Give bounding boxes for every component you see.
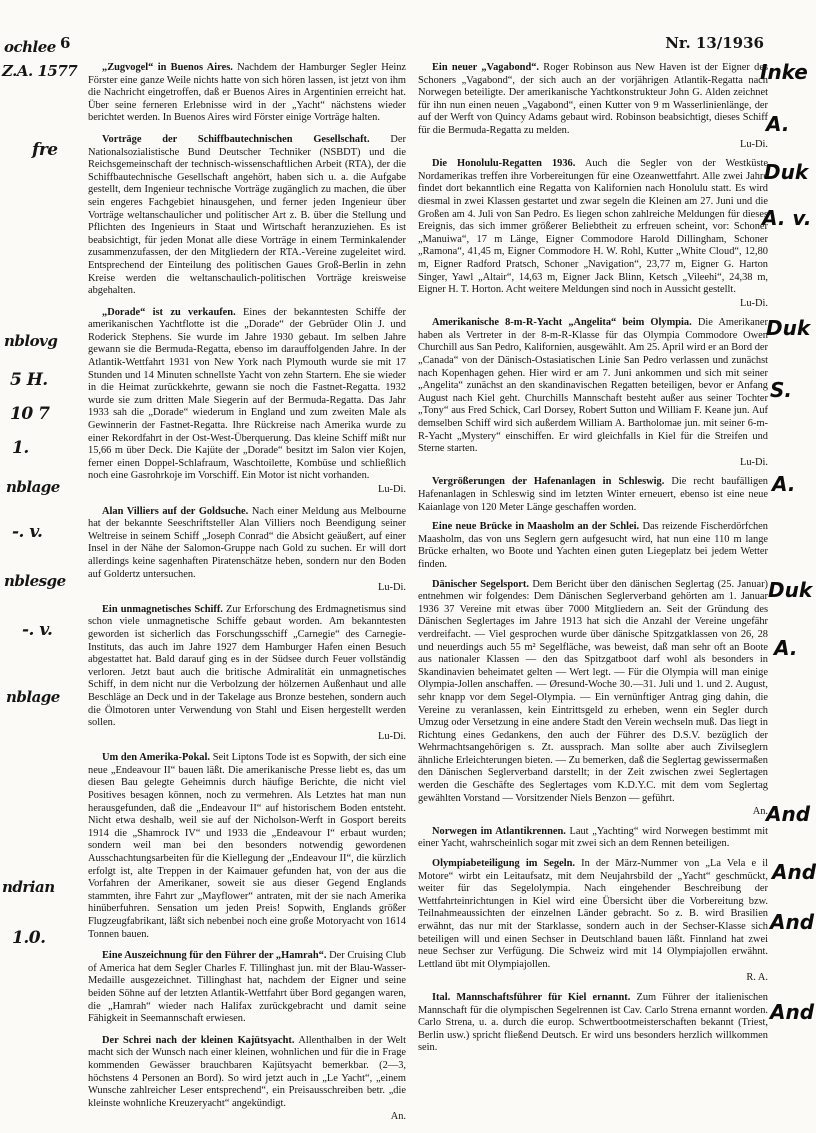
article-body [88, 307, 406, 483]
article-author: An. [390, 1111, 406, 1123]
article-headline: Amerikanische 8-m-R-Yacht „Angelita“ beim Olympia. [432, 317, 692, 329]
article [88, 506, 406, 595]
article-headline: Eine Auszeichnung für den Führer der „Hamrah“. [102, 950, 327, 962]
handwritten-mark: A. [772, 472, 796, 496]
article-author: An. [752, 806, 768, 818]
article [418, 992, 768, 1055]
article-text: In der März-Nummer von „La Vela e il Motore“ wirbt ein Leitaufsatz, mit dem Neujahrsbild der „Yacht“ geschmückt, weiter für das Segelolympia. Nach eingehender Beschreibung der Wettfahrteinrichtungen in Kiel wird eine Übersicht über die Vorbereitung bzw. Teilnahmeaussichten der einzelnen Länder gebracht. So z. B. wird Brasilien erwähnt, das nur mit der Starklasse, sondern auch in der Sechser-Klasse sich beteiligen will und einen Sechser in Deutschland bauen läßt. Finnland hat zwei neue Sechser zur Verfügung. Die Schweiz wird mit 14 Olympiajollen erwähnt. Lettland übt mit Olympiajollen. [418, 858, 768, 970]
article-text: Das reizende Fischerdörfchen Maasholm, das von uns Seglern gern aufgesucht wird, hat nun eine 110 m lange Brücke erhalten, wo Boote und Yachten einen guten Liegeplatz bei jedem Wetter finden. [418, 521, 768, 570]
article-body [88, 950, 406, 1026]
handwritten-mark: Duk [766, 316, 811, 340]
handwritten-mark: Z.A. 1577 [2, 62, 78, 80]
handwritten-mark: nblovg [4, 332, 58, 350]
handwritten-mark: nblage [6, 478, 60, 496]
handwritten-mark: And [772, 860, 816, 884]
article-text: Seit Liptons Tode ist es Sopwith, der sich eine neue „Endeavour II“ bauen läßt. Die amerikanische Presse liebt es, das um diesen Bau gelegte Geheimnis durch häufige Berichte, die nicht viel Positives besagen können, noch zu vermehren. Als Letztes hat man nun herausgefunden, daß die „Endeavour II“ auf historischem Boden entsteht. Nicht etwa deshalb, weil sie auf der Nicholson-Werft in Gosport bereits 1914 die „Shamrock IV“ und 1933 die „Endeavour I“ erbaut wurden; sondern weil man bei den besonders notwendig gewordenen Ausschachtungsarbeiten für die Kiellegung der „Endeavour II“, die kürzlich erfolgt ist, alte Treppen in der Kaimauer gefunden hat, von der aus die Vorfahren der Amerikaner, soweit sie aus dieser Gegend Englands stammten, ihre Fahrt zur „Mayflower“ antraten, mit der sie nach Amerika hinüberfuhren. Sensation um jeden Preis! Sopwith, Englands größer Flugzeugfabrikant, läßt sich nebenbei noch eine große Motoryacht von 1614 Tonnen bauen. [88, 752, 407, 940]
article-body [88, 604, 406, 730]
page-number: 6 [60, 34, 71, 52]
issue-number: Nr. 13/1936 [665, 34, 764, 52]
article [88, 62, 406, 125]
handwritten-mark: And [770, 1000, 815, 1024]
article-text: Zum Führer der italienischen Mannschaft für die olympischen Segelrennen ist Cav. Carlo Strena ernannt worden. Carlo Strena, u. a. durch die europ. Schwertbootmeisterschaften bekannt (Triest, Berlin usw.) spricht fließend Deutsch. Er wird uns besonders herzlich willkommen sein. [418, 991, 768, 1054]
article-text: Laut „Yachting“ wird Norwegen bestimmt mit einer Yacht, wahrscheinlich sogar mit zwei sich an dem Rennen beteiligen. [418, 825, 768, 850]
article [418, 858, 768, 985]
article-body [418, 317, 768, 456]
handwritten-mark: nblage [6, 688, 60, 706]
article-headline: Olympiabeteiligung im Segeln. [432, 858, 575, 870]
article [88, 134, 406, 298]
handwritten-mark: Duk [764, 160, 809, 184]
handwritten-mark: A. [766, 112, 790, 136]
right-column [418, 62, 768, 1062]
handwritten-mark: A. [774, 636, 798, 660]
article-text: Nach einer Meldung aus Melbourne hat der bekannte Seeschriftsteller Alan Villiers noch Beendigung seiner Weltreise in seinem Schiff „Joseph Conrad“ die Absicht geäußert, auf einer Insel in der Nähe der Salomon-Gruppe nach Gold zu suchen. Er will dort allerdings keine sagenhaften Piratenschätze heben, sondern nur den Boden auf Goldertz untersuchen. [88, 505, 406, 580]
article [88, 950, 406, 1026]
handwritten-mark: And [766, 802, 811, 826]
article-headline: Alan Villiers auf der Goldsuche. [102, 505, 249, 517]
handwritten-mark: 1. [12, 438, 29, 458]
handwritten-mark: 10 7 [10, 404, 50, 424]
article-author: Lu-Di. [740, 456, 768, 468]
handwritten-mark: fre [32, 140, 58, 160]
article-headline: Ein neuer „Vagabond“. [432, 62, 540, 73]
handwritten-mark: S. [770, 378, 793, 402]
article-author: R. A. [746, 972, 768, 984]
article [88, 1035, 406, 1124]
article-body [418, 521, 768, 571]
article [418, 579, 768, 819]
article-headline: Die Honolulu-Regatten 1936. [432, 158, 576, 170]
article [88, 604, 406, 744]
article [88, 307, 406, 497]
handwritten-mark: -. v. [22, 620, 53, 640]
article-author: Lu-Di. [378, 582, 406, 594]
article [418, 158, 768, 310]
article-author: Lu-Di. [740, 138, 768, 150]
handwritten-mark: Inke [760, 60, 808, 84]
article-headline: „Zugvogel“ in Buenos Aires. [102, 62, 233, 73]
handwritten-mark: ochlee [4, 38, 56, 56]
article-headline: Dänischer Segelsport. [432, 578, 529, 590]
handwritten-mark: ndrian [2, 878, 55, 896]
article-text: Dem Bericht über den dänischen Seglertag (25. Januar) entnehmen wir folgendes: Dem Dänischen Seglerverband gehörten am 1. Januar 1936 37 Vereine mit etwas über 7000 Mitgliedern an. Seit der Gründung des Dänischen Seglertages im Jahre 1913 hat sich die Anzahl der Vereine ungefähr verdreifacht. — Viel gesprochen wurde über dänische Spitzgatklassen von 26, 28 und neuerdings auch 55 m² Segelfläche, was beweist, daß man sehr oft an Boote aus nationaler Klassen — den das Spitzgatboot darf wohl als besonders in Skandinavien beheimatet gelten — Wert legt. — Für die Olympia will man einige Olympia-Jollen anschaffen. — Øresund-Woche 30.—31. Juli und 1. und 2. August, sehr knapp vor dem Segel-Olympia. — Ein vernünftiger Antrag ging dahin, die Vereine zu veranlassen, kein Eintrittsgeld zu erheben, wenn ein Segler durch Umzug oder Versetzung in eine andere Stadt den Verein wechseln muß. Das liegt in Richtung eines Gedankens, den auch der Führer des D.S.V. bezüglich der Wehrmachtsangehörigen s. Zt. aussprach. Man sollte aber auch Zivilseglern ähnliche Erleichterungen bieten. — Zu bemerken, daß die Seglertag gewissermaßen den Dänischen Seglerverband darstellt; in der Zeit zwischen zwei Seglertagen werden die Geschäfte des Seglertages vom K.D.Y.C. mit dem vom Seglertag gewählten Vorstand — Vorsitzender Niels Benzon — geführt. [418, 578, 768, 804]
article-headline: „Dorade“ ist zu verkaufen. [102, 306, 236, 318]
handwritten-mark: Duk [768, 578, 813, 602]
article-text: Die Amerikaner haben als Vertreter in der 8-m-R-Klasse für das Olympia Commodore Owen Churchill aus San Pedro, Kalifornien, ausgewählt. Am 25. April wird er an Bord der „Canada“ von der Dänisch-Ostasiatischen Linie San Pedro verlassen und zunächst nach Kopenhagen gehen. Hier wird er am 7. Juni ankommen und sich mit seiner „Angelita“ zunächst an den skandinavischen Regatten beteiligen, bevor er Anfang August nach Kiel geht. Churchills Mannschaft besteht außer aus seiner Tochter „Tony“ aus Fred Schick, Carl Dorsey, Robert Sutton und William F. Keane jun. Auf demselben Schiff wird sich außerdem William A. Bartholomae jun. mit seiner 6-m-R-Yacht „Mystery“ einschiffen. Er wird gleichfalls in Kiel für die Streifen und Sterne starten. [418, 317, 768, 455]
article-body [418, 826, 768, 851]
article-body [88, 506, 406, 582]
article [418, 826, 768, 851]
article-body [418, 858, 768, 971]
article-headline: Norwegen im Atlantikrennen. [432, 825, 566, 837]
article [88, 752, 406, 941]
article [418, 521, 768, 571]
article-text: Nachdem der Hamburger Segler Heinz Förster eine ganze Weile nichts hatte von sich hören lassen, ist jetzt von ihm die Nachricht eingetroffen, daß er Buenos Aires in Argentinien erreicht hat. Über seine ferneren Erlebnisse wird in der „Yacht“ nächstens wieder berichtet werden. In Buenos Aires wird Förster einige Vorträge halten. [88, 62, 407, 124]
article [418, 317, 768, 469]
article-body [418, 158, 768, 297]
handwritten-mark: 1.0. [12, 928, 46, 948]
article-body [88, 1035, 406, 1111]
article-headline: Vorträge der Schiffbautechnischen Gesellschaft. [102, 133, 370, 145]
article-body [418, 476, 768, 514]
article-text: Zur Erforschung des Erdmagnetismus sind schon viele unmagnetische Schiffe gebaut worden. Am bekanntesten geworden ist sicherlich das Forschungsschiff „Carnegie“ des Carnegie-Instituts, das auch im Jahre 1927 dem Hamburger Hafen einen Besuch abgestattet hat. Bald darauf ging es in der Südsee durch Feuer vollständig verloren. Jetzt baut auch die britische Admiralität ein unmagnetisches Schiff, in dem nicht nur die Verbolzung der hölzernen Außenhaut und alle Beschläge an Deck und in der Takelage aus Bronze bestehen, sondern auch die Ölmotoren unter Verwendung von Stahl und Eisen hergestellt werden sollen. [88, 603, 406, 729]
article [418, 62, 768, 151]
article-text: Auch die Segler von der Westküste Nordamerikas treffen ihre Vorbereitungen für eine Ozeanwettfahrt. Alle zwei Jahre findet dort bekanntlich eine Regatta von Kalifornien nach Honolulu statt. Es wird diesmal in zwei Klassen gestartet und zwar segeln die Kleinen am 27. Juni und die Großen am 4. Juli von San Pedro. Es liegen schon zahlreiche Meldungen für dieses Ereignis, das sich immer größerer Beliebtheit zu erfreuen scheint, vor: Schoner „Manuiwa“, 17 m Länge, Eigner Commodore Harold Dillingham, Schoner „Ramona“, 41,45 m, Eigner Commodore H. W. Rohl, Kutter „White Cloud“, 12,80 m, Eigner Radford Pratsch, Schoner „Navigation“, 23,77 m, Eigner G. Harton Singer, Yawl „Altair“, 14,63 m, Eigner Jack Blinn, Ketsch „Vileehi“, 24,38 m, Eigner H. T. Horton. Acht weitere Meldungen sind noch in Aussicht gestellt. [418, 158, 768, 296]
article-headline: Eine neue Brücke in Maasholm an der Schlei. [432, 521, 640, 533]
article-author: Lu-Di. [378, 730, 406, 742]
article-body [418, 62, 768, 138]
article-headline: Ital. Mannschaftsführer für Kiel ernannt. [432, 991, 631, 1003]
article-text: Allenthalben in der Welt macht sich der Wunsch nach einer kleinen, wohnlichen und für die in Frage kommenden Gewässer brauchbaren Kajütsyacht bemerkbar. (2—3, höchstens 4 Personen an Bord). So wird jetzt auch in „Le Yacht“, „einem Wunsche zahlreicher Leser entsprechend“, ein Preisausschreiben betr. „die kleinste wohnliche Kreuzeryacht“ angekündigt. [88, 1034, 407, 1109]
handwritten-mark: nblesge [4, 572, 66, 590]
article-body [88, 62, 406, 125]
article-body [418, 992, 768, 1055]
handwritten-mark: -. v. [12, 522, 43, 542]
article [418, 476, 768, 514]
article-headline: Ein unmagnetisches Schiff. [102, 603, 223, 615]
article-author: Lu-Di. [740, 297, 768, 309]
article-text: Der Nationalsozialistische Bund Deutscher Techniker (NSBDT) und die Reichsgemeinschaft der technisch-wissenschaftlichen Arbeit (RTA), der die Schiffbautechnische Gesellschaft angehört, haben sich u. a. die Aufgabe gestellt, dem Ingenieur technische Vorträge zugänglich zu machen, die über sein engeres Fachgebiet hinausgehen, und ferner jeden Ingenieur über Vorträge weltanschaulicher und politischer Art z. B. über die Stellung und Pflichten des Ingenieurs in Staat und Wirtschaft heranzuziehen. Es ist beabsichtigt, für jeden Monat alle diese Vorträge in einem Terminkalender zusammenzufassen, der den Mitgliedern der RTA.-Vereine zugeleitet wird. Entsprechend der Einteilung des politischen Gaues Groß-Berlin in zehn Kreise werden die weltanschaulich-politischen Vorträge kreisweise abgehalten. [88, 133, 406, 297]
article-headline: Vergrößerungen der Hafenanlagen in Schleswig. [432, 476, 665, 488]
article-text: Der Cruising Club of America hat dem Segler Charles F. Tillinghast jun. mit der Blau-Wasser-Medaille ausgezeichnet. Tillinghast hat, nachdem der Eigner und seine beiden Söhne auf der letzten Atlantik-Wettfahrt über Bord gegangen waren, die „Hamrah“ wieder nach Halifax zurückgebracht und damit seine Fähigkeit in Seemannschaft erwiesen. [88, 950, 406, 1025]
article-body [418, 579, 768, 806]
handwritten-mark: A. v. [762, 206, 812, 230]
article-body [88, 134, 406, 298]
article-headline: Der Schrei nach der kleinen Kajütsyacht. [102, 1034, 295, 1046]
article-text: Die recht baufälligen Hafenanlagen in Schleswig sind im letzten Winter erneuert, ebenso ist eine neue Kaianlage von 120 Meter Länge geschaffen worden. [418, 476, 768, 513]
article-author: Lu-Di. [378, 484, 406, 495]
handwritten-mark: 5 H. [10, 370, 48, 390]
article-text: Roger Robinson aus New Haven ist der Eigner des Schoners „Vagabond“, der sich auch an der vorjährigen Atlantik-Regatta nach Norwegen beteiligte. Der amerikanische Yachtkonstrukteur John G. Alden zeichnet für ihn nun einen neuen „Vagabond“, einen Kutter von 9 m Wasserlinienlänge, der auf der Werft von Quincy Adams gebaut wird. Robinson beabsichtigt, dieses Schiff für die Bermuda-Regatta zu melden. [418, 62, 768, 136]
left-column [88, 62, 406, 1133]
article-text: Eines der bekanntesten Schiffe der amerikanischen Yachtflotte ist die „Dorade“ der Gebrüder Olin J. und Roderick Stephens. Sie wurde im Jahre 1930 gebaut. Im selben Jahre gewann sie die Bermuda-Regatta, ebenso im darauffolgenden Jahre. In der Atlantik-Wettfahrt 1931 von New York nach Plymouth wurde sie mit 17 Stunden und 14 Minuten schnellste Yacht von zehn Startern. Ehe sie wieder in die Heimat zurückkehrte, gewann sie noch die Fastnet-Regatta. 1932 wurde sie zum dritten Male Siegerin auf der Bermuda-Regatta. Das Jahr 1933 sah die „Dorade“ wiederum in England und zum zweiten Male als Gewinnerin der Fastnet-Regatta. Ihre Rückreise nach Amerika wurde zu einer Rekordfahrt in der Ost-West-Überquerung. Das kleine Schiff mißt nur 15,66 m über Deck. Die Kajüte der „Dorade“ besitzt im Salon vier Kojen, ferner einen Doppel-Schlafraum, Waschtoilette, Kombüse und schließlich noch eine Gasrohrkoje im Vorschiff. Ein Motor ist nicht vorhanden. [88, 306, 406, 482]
article-body [88, 752, 406, 941]
handwritten-mark: And [770, 910, 815, 934]
article-headline: Um den Amerika-Pokal. [102, 752, 210, 764]
